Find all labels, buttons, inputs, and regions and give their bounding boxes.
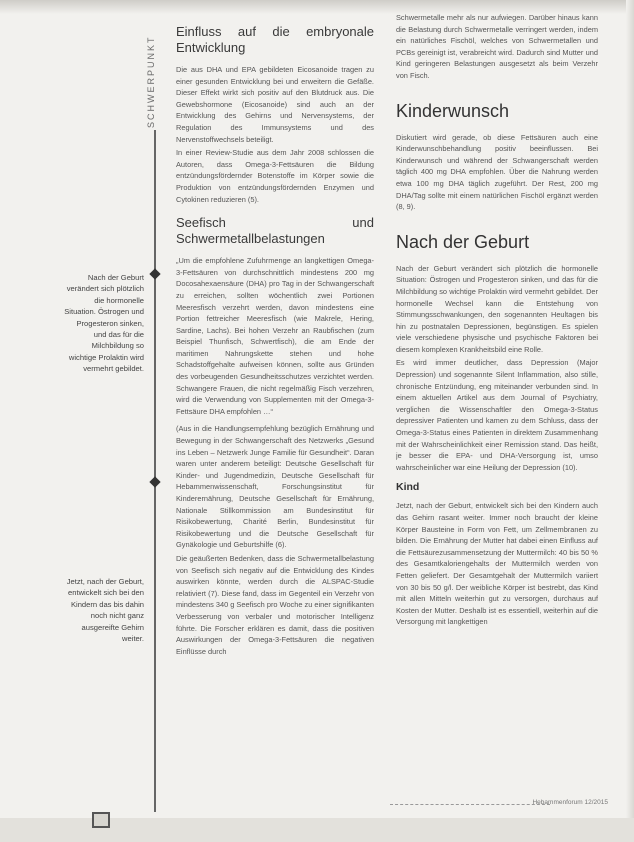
section-label: SCHWERPUNKT bbox=[146, 35, 156, 128]
paragraph: Jetzt, nach der Geburt, entwickelt sich bei den Kindern auch das Gehirn rasant weiter. Immer noch braucht der kleine Körper Bausteine in Form von Fett, um Zellmembranen zu bilden. Die Ernährung der Mutter hat dabei einen Einfluss auf die Fettsäurezusammensetzung der Muttermilch: 40 bis 50 % des Gesamtkaloriengehalts der Muttermilch werden von Fetten geliefert. Der Gesamtgehalt der Muttermilch variiert von 30 bis 50 g/l. Der weibliche Körper ist bestrebt, das Kind mit allen Mitteln weiterhin gut zu versorgen, durchaus auf Kosten der Mutter. Deshalb ist es essentiell, weiterhin auf die Versorgung mit langkettigen bbox=[396, 501, 598, 627]
footer-rule bbox=[390, 804, 550, 805]
side-quote-2: Jetzt, nach der Geburt, entwickelt sich bei den Kindern das bis dahin noch nicht ganz ausgereifte Gehirn weiter. bbox=[66, 577, 144, 644]
vertical-divider bbox=[154, 130, 156, 812]
paragraph: Nach der Geburt verändert sich plötzlich die hormonelle Situation: Östrogen und Progesteron sinken, und das für die Milchbildung so wichtige Prolaktin wird vermehrt gebildet. Der hormonelle Wechsel kann die Entstehung von Stimmungsschwankungen, den sogenannten Heultagen bis hin zu postnatalen Depressionen, begünstigen. Es spielen viele verschiedene physische und psychische Faktoren bei diesem komplexen Krankheitsbild eine Rolle. bbox=[396, 263, 598, 354]
paragraph: Schwermetalle mehr als nur aufwiegen. Darüber hinaus kann die Belastung durch Schwermetalle verringert werden, indem ein natürliches Fischöl, welches von Schwermetallen und PCBs gereinigt ist, verabreicht wird. Dadurch sind Mutter und Kind geringeren Belastungen ausgesetzt als beim Verzehr von Fisch. bbox=[396, 13, 598, 80]
divider-marker-top bbox=[149, 268, 160, 279]
heading-kinderwunsch: Kinderwunsch bbox=[396, 100, 510, 121]
paragraph: Diskutiert wird gerade, ob diese Fettsäuren auch eine Kinderwunschbehandlung positiv beeinflussen. Bei Kinderwunsch und während der Schwangerschaft werden täglich 400 mg DHA empfohlen. Über die Nahrung werden etwa 100 mg DHA täglich zugeführt. Der Rest, 200 mg DHA/Tag sollte mit einem natürlichen Fischöl ergänzt werden (8, 9). bbox=[396, 132, 598, 212]
publisher-logo bbox=[92, 812, 110, 828]
paragraph: (Aus in die Handlungsempfehlung bezüglich Ernährung und Bewegung in der Schwangerschaft des Netzwerks „Gesund ins Leben – Netzwerk Junge Familie für Gesundheit“. Daran waren unter anderem beteiligt: Deutsche Gesellschaft für Kinder- und Jugendmedizin, Deutsche Gesellschaft für Hebammenwissenschaft, Forschungsinstitut für Kinderernährung, Deutsche Gesellschaft für Ernährung, Nationale Stillkommission am Bundesinstitut für Risikobewertung, Charité Berlin, Bundesinstitut für Risikobewertung und die Deutsche Gesellschaft für Gynäkologie und Geburtshilfe (6). bbox=[176, 424, 374, 550]
scan-edge-right bbox=[626, 0, 634, 842]
column-right bbox=[396, 12, 598, 792]
paragraph: Die aus DHA und EPA gebildeten Eicosanoide tragen zu einer gesunden Entwicklung bei und erweitern die Gefäße. Dieser Effekt wirkt sich positiv auf den Blutdruck aus. Die Gewebshormone (Eicosanoide) sind auch an der Entwicklung des Gehirns und Nervensystems, der Regulation des Immunsystems und des Nervenstoffwechsels beteiligt. bbox=[176, 65, 374, 144]
footer-journal: Hebammenforum 12/2015 bbox=[532, 799, 608, 806]
paragraph: „Um die empfohlene Zufuhrmenge an langkettigen Omega-3-Fettsäuren von durchschnittlich mindestens 200 mg Docosahexaensäure (DHA) pro Tag in der Schwangerschaft zu erreichen, sollten wöchentlich zwei Portionen Meeresfisch verzehrt werden, davon mindestens eine Portion fettreicher Meeresfisch (wie Makrele, Hering, Sardine, Lachs). Bei hohen Verzehr an Raubfischen (zum Beispiel Thunfisch, Schwertfisch), die am Ende der maritimen Nahrungskette stehen und hohe Schadstoffgehalte aufweisen können, sollte aus Gründen des vorbeugenden Gesundheitsschutzes verzichtet werden. Schwangere Frauen, die nicht regelmäßig Fisch verzehren, wird die Verwendung von Supplementen mit der Omega-3-Fettsäure DHA empfohlen …“ bbox=[176, 256, 374, 416]
column-left bbox=[176, 24, 374, 800]
paragraph: Die geäußerten Bedenken, dass die Schwermetallbelastung von Seefisch sich negativ auf die Entwicklung des Kindes auswirken könnte, werden durch die ALSPAC-Studie relativiert (7). Diese fand, dass im Gegenteil ein Verzehr von mindestens 340 g Seefisch pro Woche zu einer signifikanten Verbesserung von verbaler und motorischer Intelligenz führte. Die Forscher erklären es damit, dass die positiven Auswirkungen der Omega-3-Fettsäuren die negativen Einflüsse durch bbox=[176, 553, 374, 656]
heading-seefisch: Seefisch und Schwermetallbelastungen bbox=[176, 215, 374, 247]
heading-kind: Kind bbox=[396, 481, 420, 494]
side-quote-1: Nach der Geburt verändert sich plötzlich die hormonelle Situation. Östrogen und Progesteron sinken, und das für die Milchbildung so wichtige Prolaktin wird vermehrt gebildet. bbox=[64, 273, 144, 374]
heading-embryonal: Einfluss auf die embryonale Entwicklung bbox=[176, 24, 374, 55]
paragraph: In einer Review-Studie aus dem Jahr 2008 schlossen die Autoren, dass Omega-3-Fettsäuren die Bildung entzündungsfördernder Botenstoffe im Körper sowie die Produktion von entzündungsfördernden Enzymen und Cytokinen reduzieren (5). bbox=[176, 148, 374, 204]
heading-nach-der-geburt: Nach der Geburt bbox=[396, 231, 530, 252]
divider-marker-bottom bbox=[149, 476, 160, 487]
paragraph: Es wird immer deutlicher, dass Depression (Major Depression) und sogenannte Silent Inflammation, also stille, chronische Entzündung, eng miteinander verbunden sind. In einem aktuellen Artikel aus dem Journal of Psychiatry, verglichen die Wissenschaftler den Omega-3-Status depressiver Patienten und kamen zu dem Schluss, dass der Omega-3-Status eines Patienten in direktem Zusammenhang mit der Wahrscheinlichkeit einer Remission stand. Das heißt, je besser die EPA- und DHA-Versorgung ist, umso wahrscheinlicher war eine Heilung der Depression (10). bbox=[396, 358, 598, 472]
